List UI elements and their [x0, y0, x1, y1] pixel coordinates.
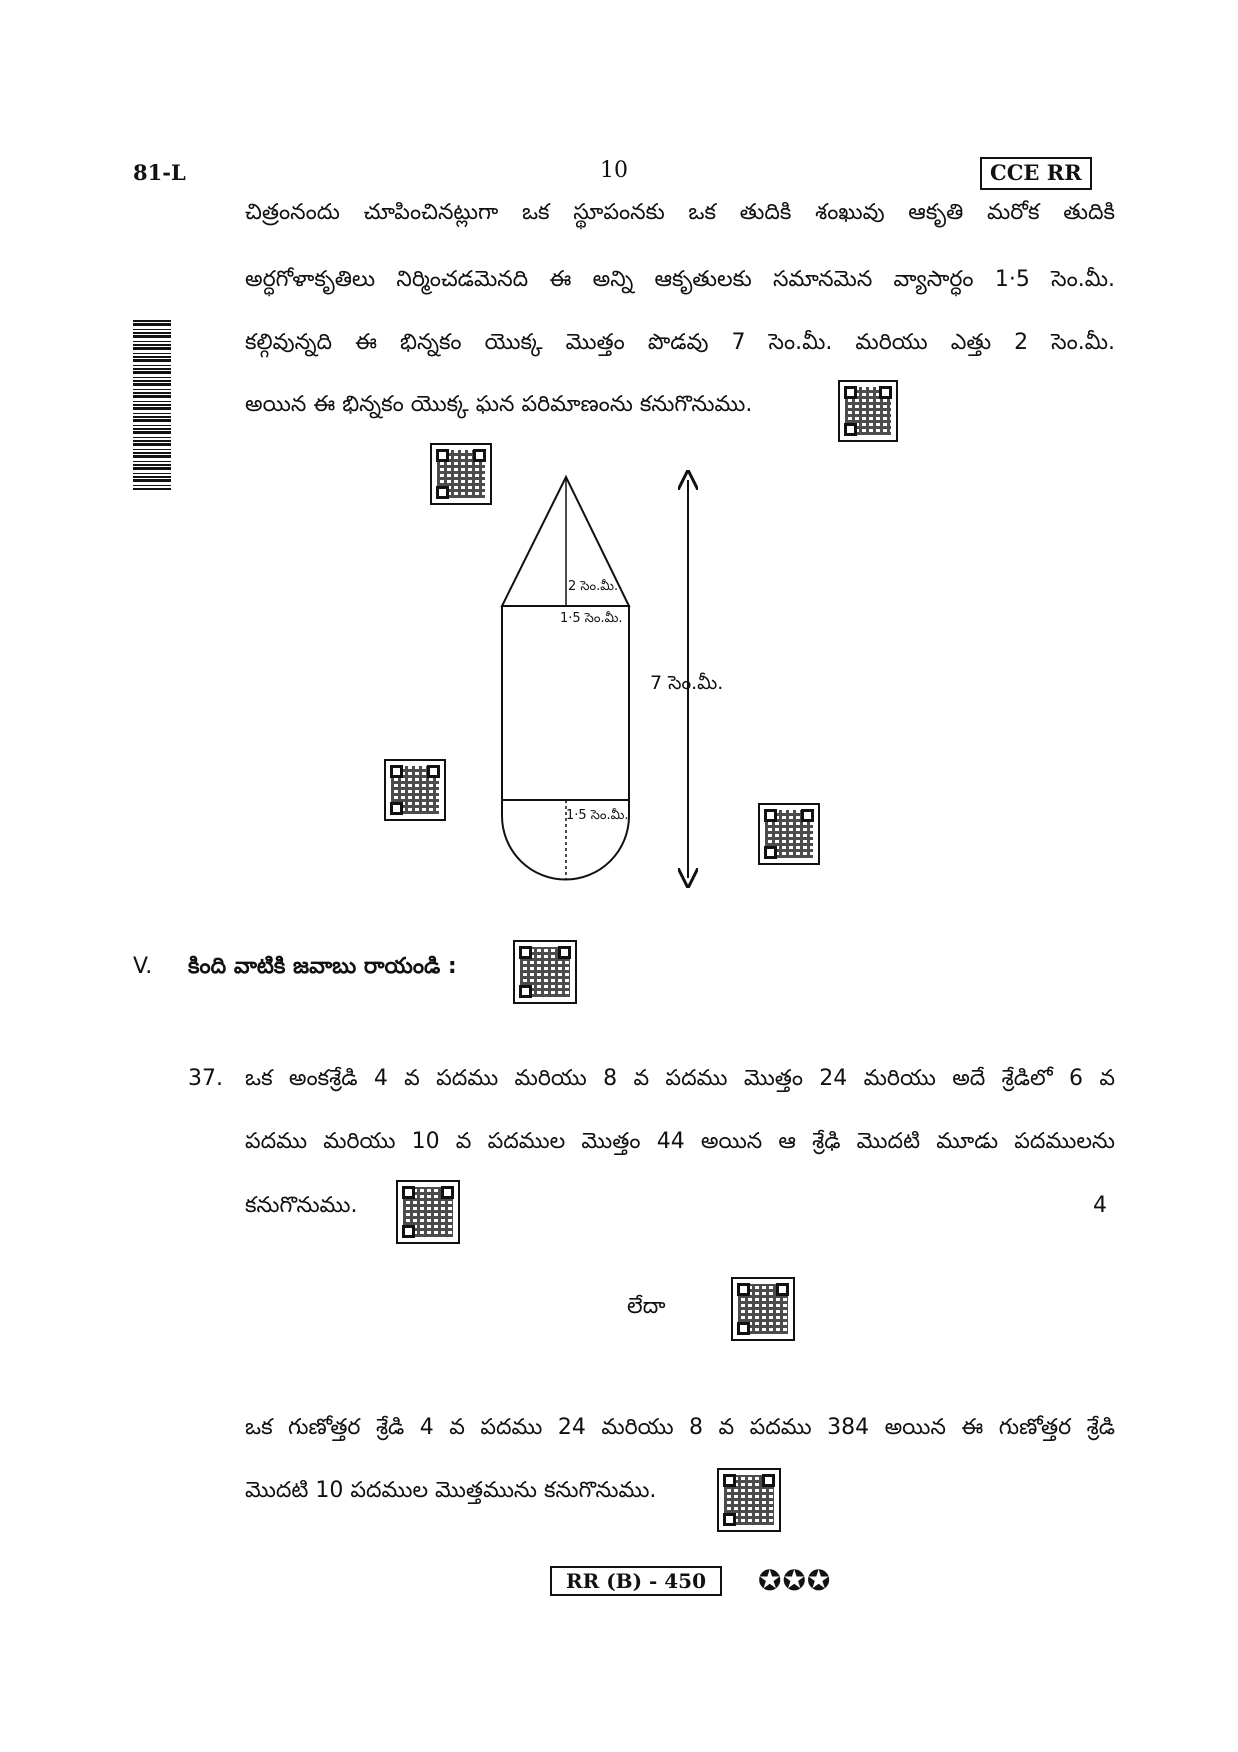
cone-height-label: 2 సెం.మీ.: [568, 579, 619, 594]
qr-code-icon: [513, 940, 577, 1004]
qr-code-icon: [838, 380, 898, 442]
section-number: V.: [133, 954, 153, 979]
problem-line-1: చిత్రంనందు చూపించినట్లుగా ఒక స్థూపంనకు ఒక తుదికి శంఖువు ఆకృతి మరోక తుదికి: [245, 200, 1115, 225]
qr-code-icon: [717, 1468, 781, 1532]
marks-label: 4: [1093, 1193, 1107, 1218]
or-label: లేదా: [627, 1294, 666, 1319]
question-line-1: ఒక అంకశ్రేడి 4 వ పదము మరియు 8 వ పదము మొత్తం 24 మరియు అదే శ్రేడిలో 6 వ: [245, 1066, 1115, 1091]
cylinder-outline: [502, 606, 629, 800]
barcode-icon: [133, 318, 171, 490]
problem-line-4: అయిన ఈ భిన్నకం యొక్క ఘన పరిమాణంను కనుగొనుము.: [245, 392, 753, 417]
paper-code: 81-L: [133, 160, 186, 185]
series-badge: CCE RR: [980, 157, 1092, 190]
alternate-question-line-1: ఒక గుణోత్తర శ్రేడి 4 వ పదము 24 మరియు 8 వ పదము 384 అయిన ఈ గుణోత్తర శ్రేడి: [245, 1415, 1115, 1440]
section-title: కింది వాటికి జవాబు రాయండి :: [188, 954, 457, 979]
question-line-3: కనుగొనుము.: [245, 1193, 358, 1218]
hemisphere-radius-label: 1·5 సెం.మీ.: [566, 808, 629, 823]
problem-line-3: కల్గివున్నది ఈ భిన్నకం యొక్క మొత్తం పొడవు 7 సెం.మీ. మరియు ఎత్తు 2 సెం.మీ.: [245, 330, 1115, 355]
star-icon: ✪✪✪: [758, 1564, 832, 1597]
problem-line-2: అర్ధగోళాకృతిలు నిర్మించడమెనది ఈ అన్ని ఆకృతులకు సమానమెన వ్యాసార్ధం 1·5 సెం.మీ.: [245, 267, 1115, 292]
footer-code: RR (B) - 450: [550, 1566, 722, 1596]
page-number: 10: [600, 158, 628, 183]
cylinder-radius-label: 1·5 సెం.మీ.: [560, 611, 623, 626]
qr-code-icon: [384, 759, 446, 821]
total-length-label: 7 సెం.మీ.: [650, 672, 724, 694]
question-line-2: పదము మరియు 10 వ పదముల మొత్తం 44 అయిన ఆ శ్రేఢి మొదటి మూడు పదములను: [245, 1129, 1115, 1154]
qr-code-icon: [731, 1277, 795, 1341]
qr-code-icon: [758, 803, 820, 865]
question-number: 37.: [188, 1066, 223, 1091]
qr-code-icon: [396, 1180, 460, 1244]
alternate-question-line-2: మొదటి 10 పదముల మొత్తమును కనుగొనుము.: [245, 1478, 657, 1503]
